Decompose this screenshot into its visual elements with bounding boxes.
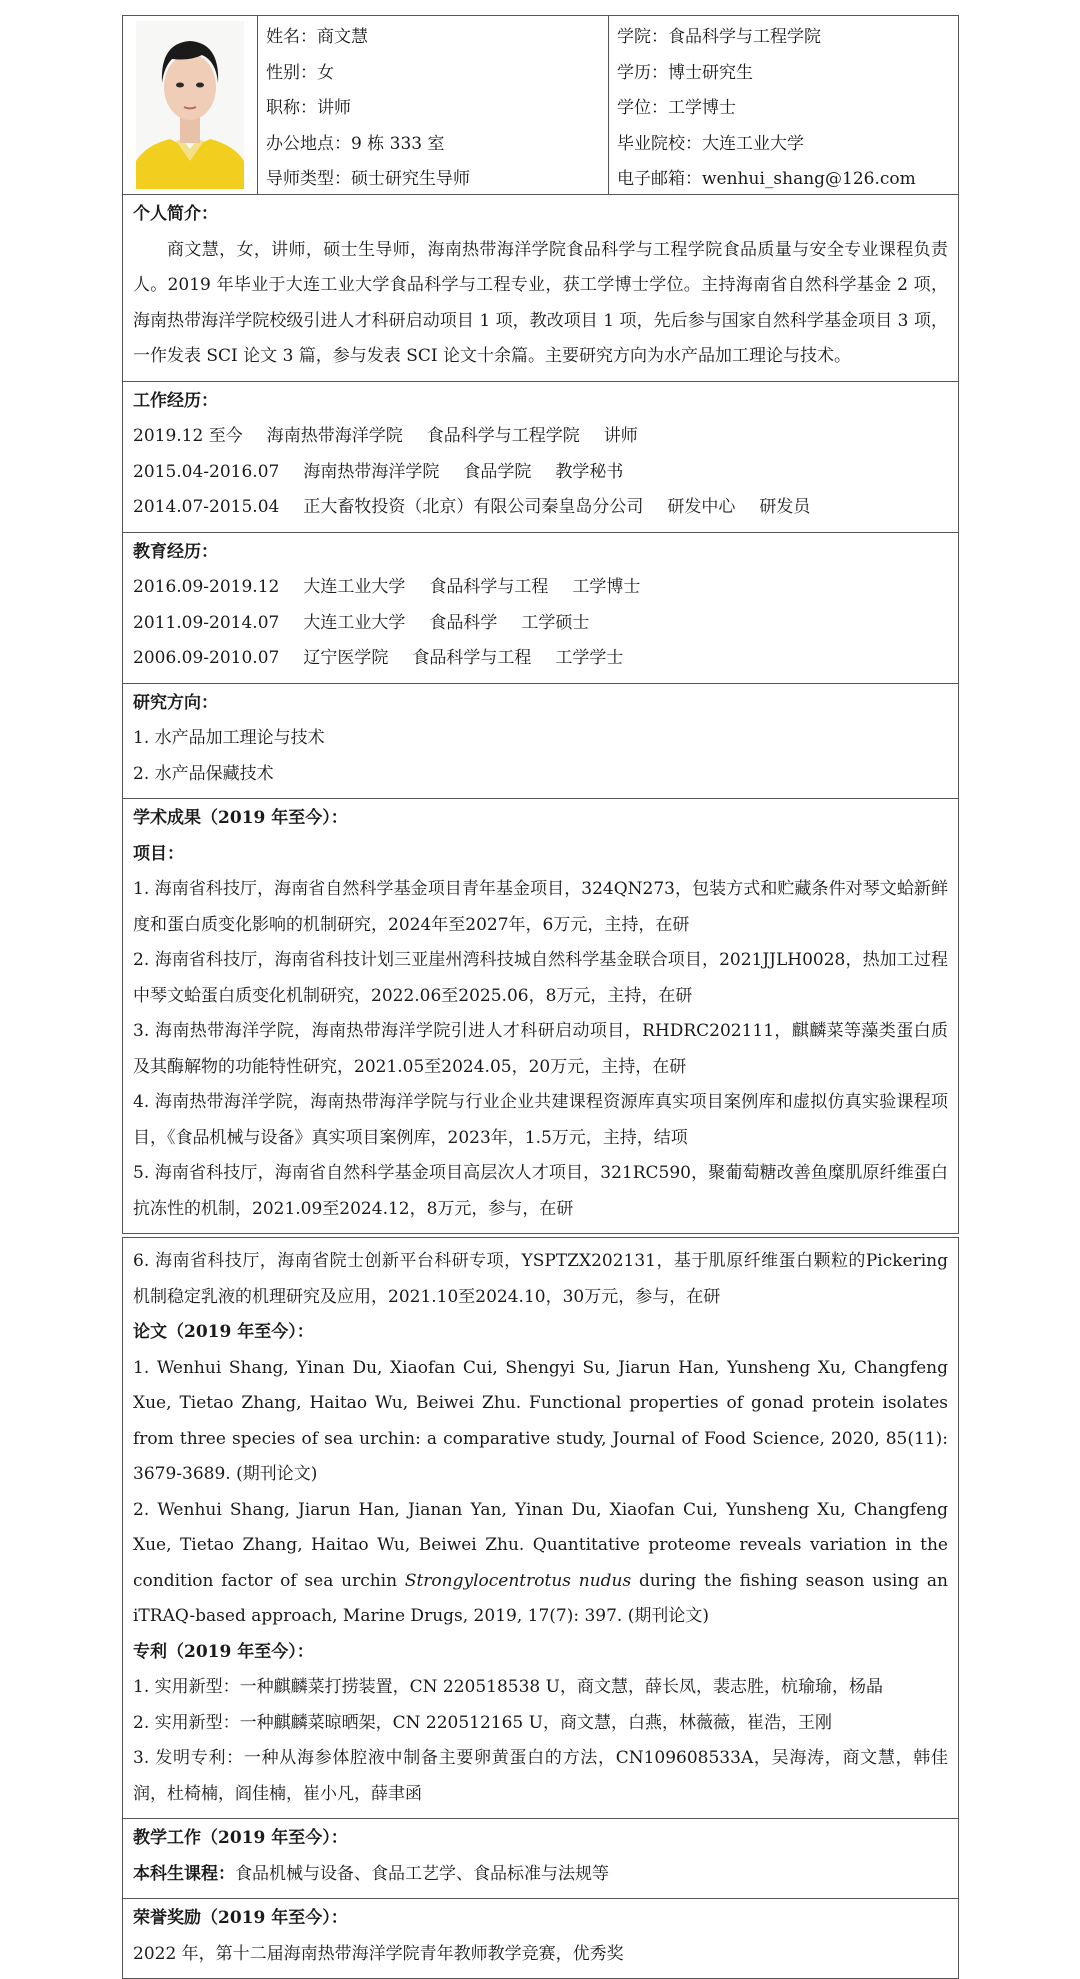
degree-field: 学位：工学博士 — [617, 98, 736, 118]
papers-heading: 论文（2019 年至今）： — [133, 1322, 314, 1342]
advisor-type-field: 导师类型：硕士研究生导师 — [266, 169, 470, 189]
paper-item: 2. Wenhui Shang, Jiarun Han, Jianan Yan, Yinan Du, Xiaofan Cui, Yunsheng Xu, Changfeng Xue, Tietao Zhang, Haitao Wu, Beiwei Zhu. Quantitative proteome reveals variation in the condition factor of sea urchin Strongylocentrotus nudus during the fishing season using an iTRAQ-based approach, Marine Drugs, 2019, 17(7): 397. (期刊论文) — [133, 1499, 949, 1626]
work-heading: 工作经历： — [133, 390, 218, 411]
education-item: 2011.09-2014.07 大连工业大学 食品科学 工学硕士 — [133, 612, 590, 633]
teaching-courses: 本科生课程：食品机械与设备、食品工艺学、食品标准与法规等 — [133, 1863, 609, 1884]
intro-heading: 个人简介： — [133, 204, 218, 224]
patent-item: 3. 发明专利：一种从海参体腔液中制备主要卵黄蛋白的方法，CN109608533A，吴海涛，商文慧，韩佳润，杜椅楠，阎佳楠，崔小凡，薛聿函 — [133, 1748, 948, 1804]
avatar — [136, 21, 244, 189]
honors-item: 2022 年，第十二届海南热带海洋学院青年教师教学竞赛，优秀奖 — [133, 1943, 624, 1964]
intro-section — [123, 195, 958, 382]
paper-item: 1. Wenhui Shang, Yinan Du, Xiaofan Cui, Shengyi Su, Jiarun Han, Yunsheng Xu, Changfeng Xue, Tietao Zhang, Haitao Wu, Beiwei Zhu. Functional properties of gonad protein isolates from three species of sea urchin: a comparative study, Journal of Food Science, 2020, 85(11): 3679-3689. (期刊论文) — [133, 1357, 948, 1484]
work-section — [123, 382, 958, 533]
research-heading: 研究方向： — [133, 692, 218, 713]
honors-section — [123, 1899, 958, 1978]
work-item: 2015.04-2016.07 海南热带海洋学院 食品学院 教学秘书 — [133, 461, 624, 482]
research-section — [123, 684, 958, 800]
office-field: 办公地点：9 栋 333 室 — [266, 133, 445, 154]
teaching-section — [123, 1819, 958, 1899]
achievements-heading: 学术成果（2019 年至今）： — [133, 808, 348, 828]
project-item: 5. 海南省科技厅，海南省自然科学基金项目高层次人才项目，321RC590，聚葡萄糖改善鱼糜肌原纤维蛋白抗冻性的机制，2021.09至2024.12，8万元，参与，在研 — [133, 1163, 948, 1219]
achievements-continued — [123, 1238, 958, 1819]
basic-info-right — [609, 16, 958, 194]
projects-heading: 项目： — [133, 843, 184, 864]
profile-table-page-1 — [122, 15, 959, 1234]
title-field: 职称：讲师 — [266, 98, 351, 118]
education-heading: 教育经历： — [133, 541, 218, 562]
project-item: 4. 海南热带海洋学院，海南热带海洋学院与行业企业共建课程资源库真实项目案例库和虚拟仿真实验课程项目，《食品机械与设备》真实项目案例库，2023年，1.5万元，主持，结项 — [133, 1092, 948, 1148]
project-item: 1. 海南省科技厅，海南省自然科学基金项目青年基金项目，324QN273，包装方式和贮藏条件对琴文蛤新鲜度和蛋白质变化影响的机制研究，2024年至2027年，6万元，主持，在研 — [133, 879, 948, 935]
name-field: 姓名：商文慧 — [266, 27, 368, 47]
work-item: 2014.07-2015.04 正大畜牧投资（北京）有限公司秦皇岛分公司 研发中心 研发员 — [133, 497, 811, 517]
patent-item: 1. 实用新型：一种麒麟菜打捞装置，CN 220518538 U，商文慧，薛长凤，裴志胜，杭瑜瑜，杨晶 — [133, 1677, 883, 1697]
species-name: Strongylocentrotus nudus — [404, 1570, 632, 1591]
intro-text: 商文慧，女，讲师，硕士生导师，海南热带海洋学院食品科学与工程学院食品质量与安全专业课程负责人。2019 年毕业于大连工业大学食品科学与工程专业，获工学博士学位。主持海南省自然科学基金 2 项，海南热带海洋学院校级引进人才科研启动项目 1 项，教改项目 1 项，先后参与国家自然科学基金项目 3 项，一作发表 SCI 论文 3 篇，参与发表 SCI 论文十余篇。主要研究方向为水产品加工理论与技术。 — [133, 239, 948, 366]
education-item: 2016.09-2019.12 大连工业大学 食品科学与工程 工学博士 — [133, 577, 641, 597]
honors-heading: 荣誉奖励（2019 年至今）： — [133, 1908, 348, 1928]
alma-mater-field: 毕业院校：大连工业大学 — [617, 133, 804, 154]
project-item: 6. 海南省科技厅，海南省院士创新平台科研专项，YSPTZX202131，基于肌原纤维蛋白颗粒的Pickering机制稳定乳液的机理研究及应用，2021.10至2024.10，30万元，参与，在研 — [133, 1251, 948, 1307]
patents-heading: 专利（2019 年至今）： — [133, 1641, 314, 1662]
basic-info-left — [258, 16, 609, 194]
research-item: 1. 水产品加工理论与技术 — [133, 728, 325, 748]
project-item: 3. 海南热带海洋学院，海南热带海洋学院引进人才科研启动项目，RHDRC202111，麒麟菜等藻类蛋白质及其酶解物的功能特性研究，2021.05至2024.05，20万元，主持，在研 — [133, 1021, 948, 1077]
education-section — [123, 533, 958, 684]
education-item: 2006.09-2010.07 辽宁医学院 食品科学与工程 工学学士 — [133, 648, 624, 668]
achievements-section — [123, 799, 958, 1233]
education-field: 学历：博士研究生 — [617, 62, 753, 83]
photo-cell — [123, 16, 258, 194]
gender-field: 性别：女 — [266, 62, 334, 83]
project-item: 2. 海南省科技厅，海南省科技计划三亚崖州湾科技城自然科学基金联合项目，2021JJLH0028，热加工过程中琴文蛤蛋白质变化机制研究，2022.06至2025.06，8万元，主持，在研 — [133, 950, 948, 1006]
work-item: 2019.12 至今 海南热带海洋学院 食品科学与工程学院 讲师 — [133, 426, 638, 446]
research-item: 2. 水产品保藏技术 — [133, 763, 274, 784]
header-row — [123, 16, 958, 195]
teaching-heading: 教学工作（2019 年至今）： — [133, 1828, 348, 1848]
profile-table-page-2 — [122, 1237, 959, 1979]
email-field: 电子邮箱：wenhui_shang@126.com — [617, 169, 916, 189]
college-field: 学院：食品科学与工程学院 — [617, 27, 821, 47]
patent-item: 2. 实用新型：一种麒麟菜晾晒架，CN 220512165 U，商文慧，白燕，林薇薇，崔浩，王刚 — [133, 1712, 832, 1733]
